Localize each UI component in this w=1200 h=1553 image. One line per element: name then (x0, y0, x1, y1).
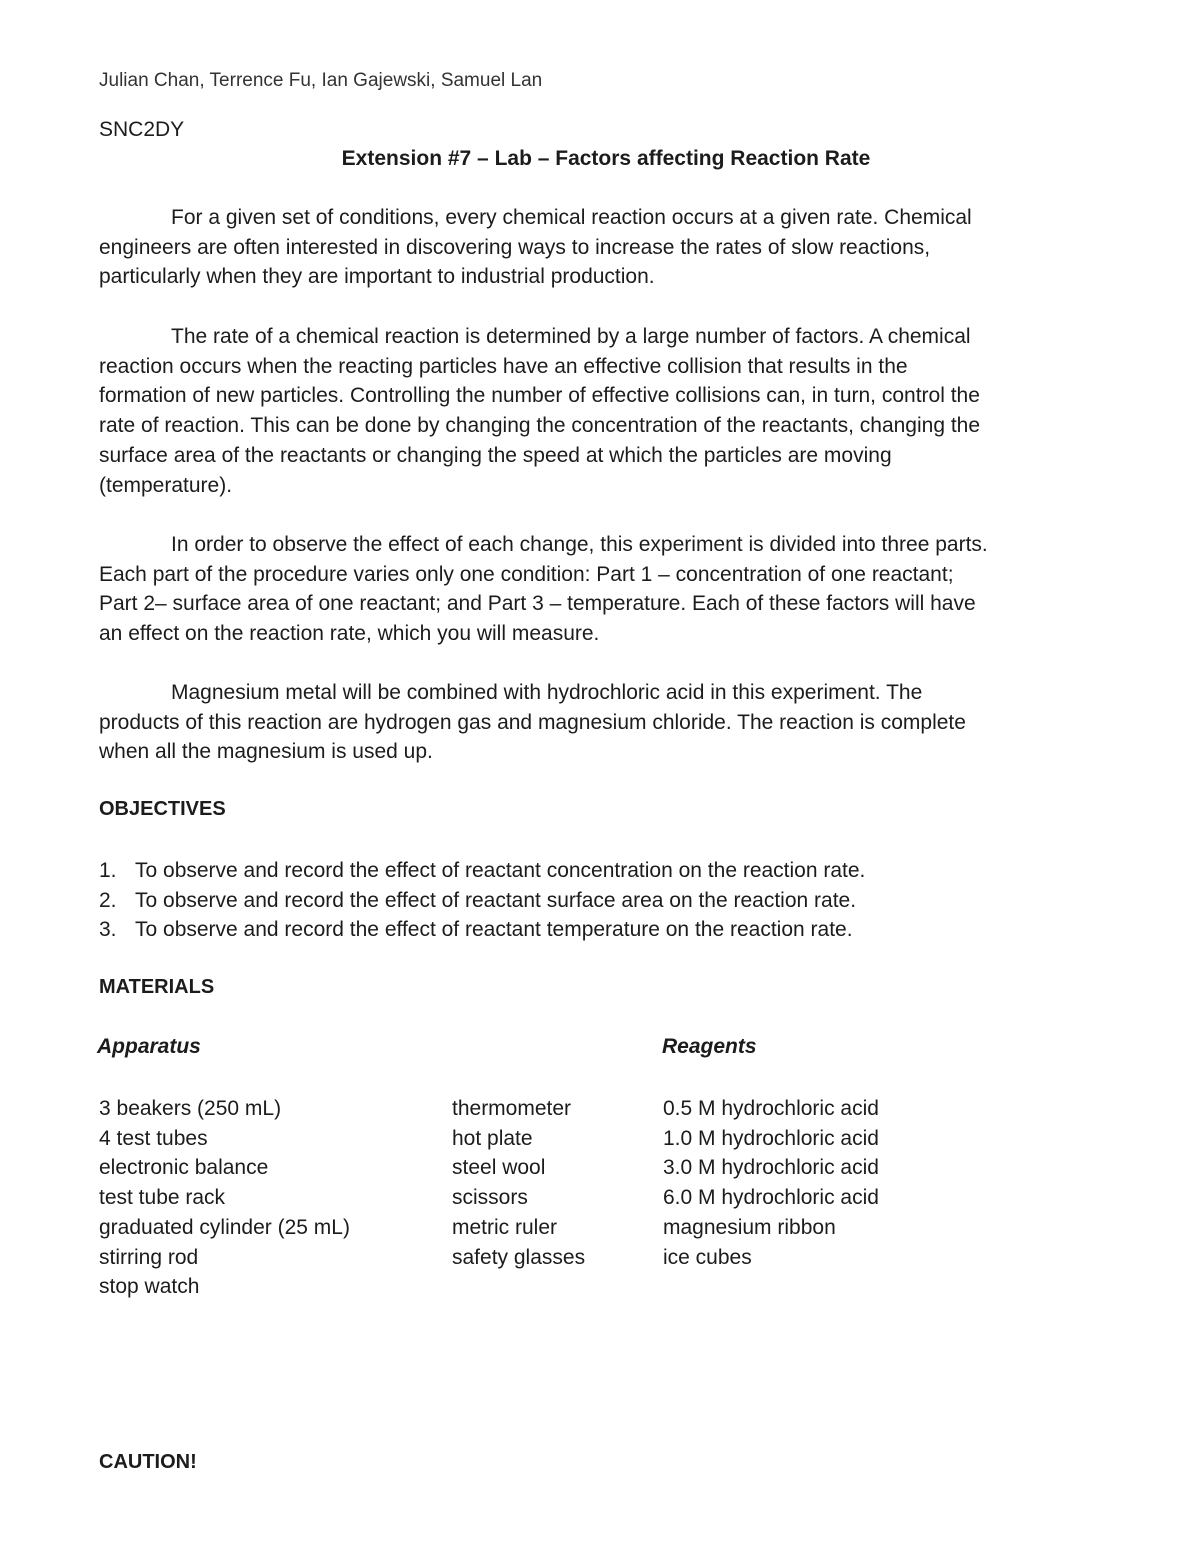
page-title: Extension #7 – Lab – Factors affecting Reaction Rate (341, 147, 871, 170)
objectives-list (99, 856, 865, 945)
paragraph-line: an effect on the reaction rate, which you will measure. (99, 622, 600, 646)
apparatus-item: test tube rack (99, 1186, 226, 1210)
paragraph-line: Each part of the procedure varies only one condition: Part 1 – concentration of one reactant; (99, 562, 954, 586)
paragraph-line: rate of reaction. This can be done by changing the concentration of the reactants, changing the (99, 414, 981, 438)
paragraph-line: reaction occurs when the reacting particles have an effective collision that results in the (99, 354, 908, 378)
apparatus-item: thermometer (452, 1097, 572, 1120)
paragraph-line: Magnesium metal will be combined with hydrochloric acid in this experiment. The (171, 681, 923, 704)
apparatus-heading: Apparatus (97, 1035, 201, 1058)
apparatus-item: safety glasses (452, 1245, 586, 1269)
paragraph-line: engineers are often interested in discovering ways to increase the rates of slow reactions, (99, 235, 931, 259)
paragraph-line: when all the magnesium is used up. (99, 740, 433, 764)
paragraph-line: In order to observe the effect of each change, this experiment is divided into three parts. (171, 533, 988, 556)
objective-text: To observe and record the effect of reactant concentration on the reaction rate. (135, 859, 866, 882)
reagent-item: 3.0 M hydrochloric acid (663, 1156, 879, 1180)
objective-number: 3. (99, 918, 117, 942)
authors-line: Julian Chan, Terrence Fu, Ian Gajewski, Samuel Lan (99, 70, 543, 91)
apparatus-item: hot plate (452, 1126, 533, 1150)
paragraph-line: products of this reaction are hydrogen gas and magnesium chloride. The reaction is complete (99, 710, 966, 734)
paragraph-line: (temperature). (99, 473, 233, 497)
paragraph-line: surface area of the reactants or changing the speed at which the particles are moving (99, 443, 892, 467)
apparatus-item: scissors (452, 1186, 528, 1210)
reagent-item: 0.5 M hydrochloric acid (663, 1097, 879, 1120)
objective-text: To observe and record the effect of reactant temperature on the reaction rate. (135, 918, 853, 942)
intro-paragraph-3 (99, 530, 1119, 649)
apparatus-item: 3 beakers (250 mL) (99, 1097, 282, 1120)
apparatus-item: steel wool (452, 1156, 546, 1180)
paragraph-line: The rate of a chemical reaction is determined by a large number of factors. A chemical (171, 325, 971, 348)
apparatus-list-2 (452, 1094, 585, 1272)
objective-text: To observe and record the effect of reactant surface area on the reaction rate. (135, 888, 857, 912)
apparatus-item: metric ruler (452, 1215, 558, 1239)
materials-heading: MATERIALS (99, 976, 215, 998)
objective-number: 2. (99, 888, 117, 912)
apparatus-item: electronic balance (99, 1156, 269, 1180)
course-code: SNC2DY (99, 118, 185, 141)
objective-item (99, 915, 865, 945)
paragraph-line: For a given set of conditions, every chemical reaction occurs at a given rate. Chemical (171, 206, 972, 229)
apparatus-item: stop watch (99, 1275, 200, 1299)
reagent-item: magnesium ribbon (663, 1215, 836, 1239)
apparatus-item: graduated cylinder (25 mL) (99, 1215, 350, 1239)
paragraph-line: particularly when they are important to industrial production. (99, 265, 655, 289)
paragraph-line: formation of new particles. Controlling the number of effective collisions can, in turn, control the (99, 384, 980, 408)
intro-paragraph-2 (99, 322, 1119, 500)
caution-heading: CAUTION! (99, 1451, 197, 1473)
apparatus-item: stirring rod (99, 1245, 199, 1269)
intro-paragraph-1 (99, 203, 1119, 292)
objective-item (99, 856, 865, 886)
reagents-heading: Reagents (662, 1035, 757, 1058)
reagent-item: 6.0 M hydrochloric acid (663, 1186, 879, 1210)
reagent-item: ice cubes (663, 1245, 752, 1269)
reagents-list (663, 1094, 879, 1272)
intro-paragraph-4 (99, 678, 1119, 767)
apparatus-item: 4 test tubes (99, 1126, 208, 1150)
paragraph-line: Part 2– surface area of one reactant; and Part 3 – temperature. Each of these factors will have (99, 592, 976, 616)
apparatus-list-1 (99, 1094, 350, 1302)
reagent-item: 1.0 M hydrochloric acid (663, 1126, 879, 1150)
objectives-heading: OBJECTIVES (99, 798, 226, 820)
objective-item (99, 886, 865, 916)
objective-number: 1. (99, 859, 117, 882)
